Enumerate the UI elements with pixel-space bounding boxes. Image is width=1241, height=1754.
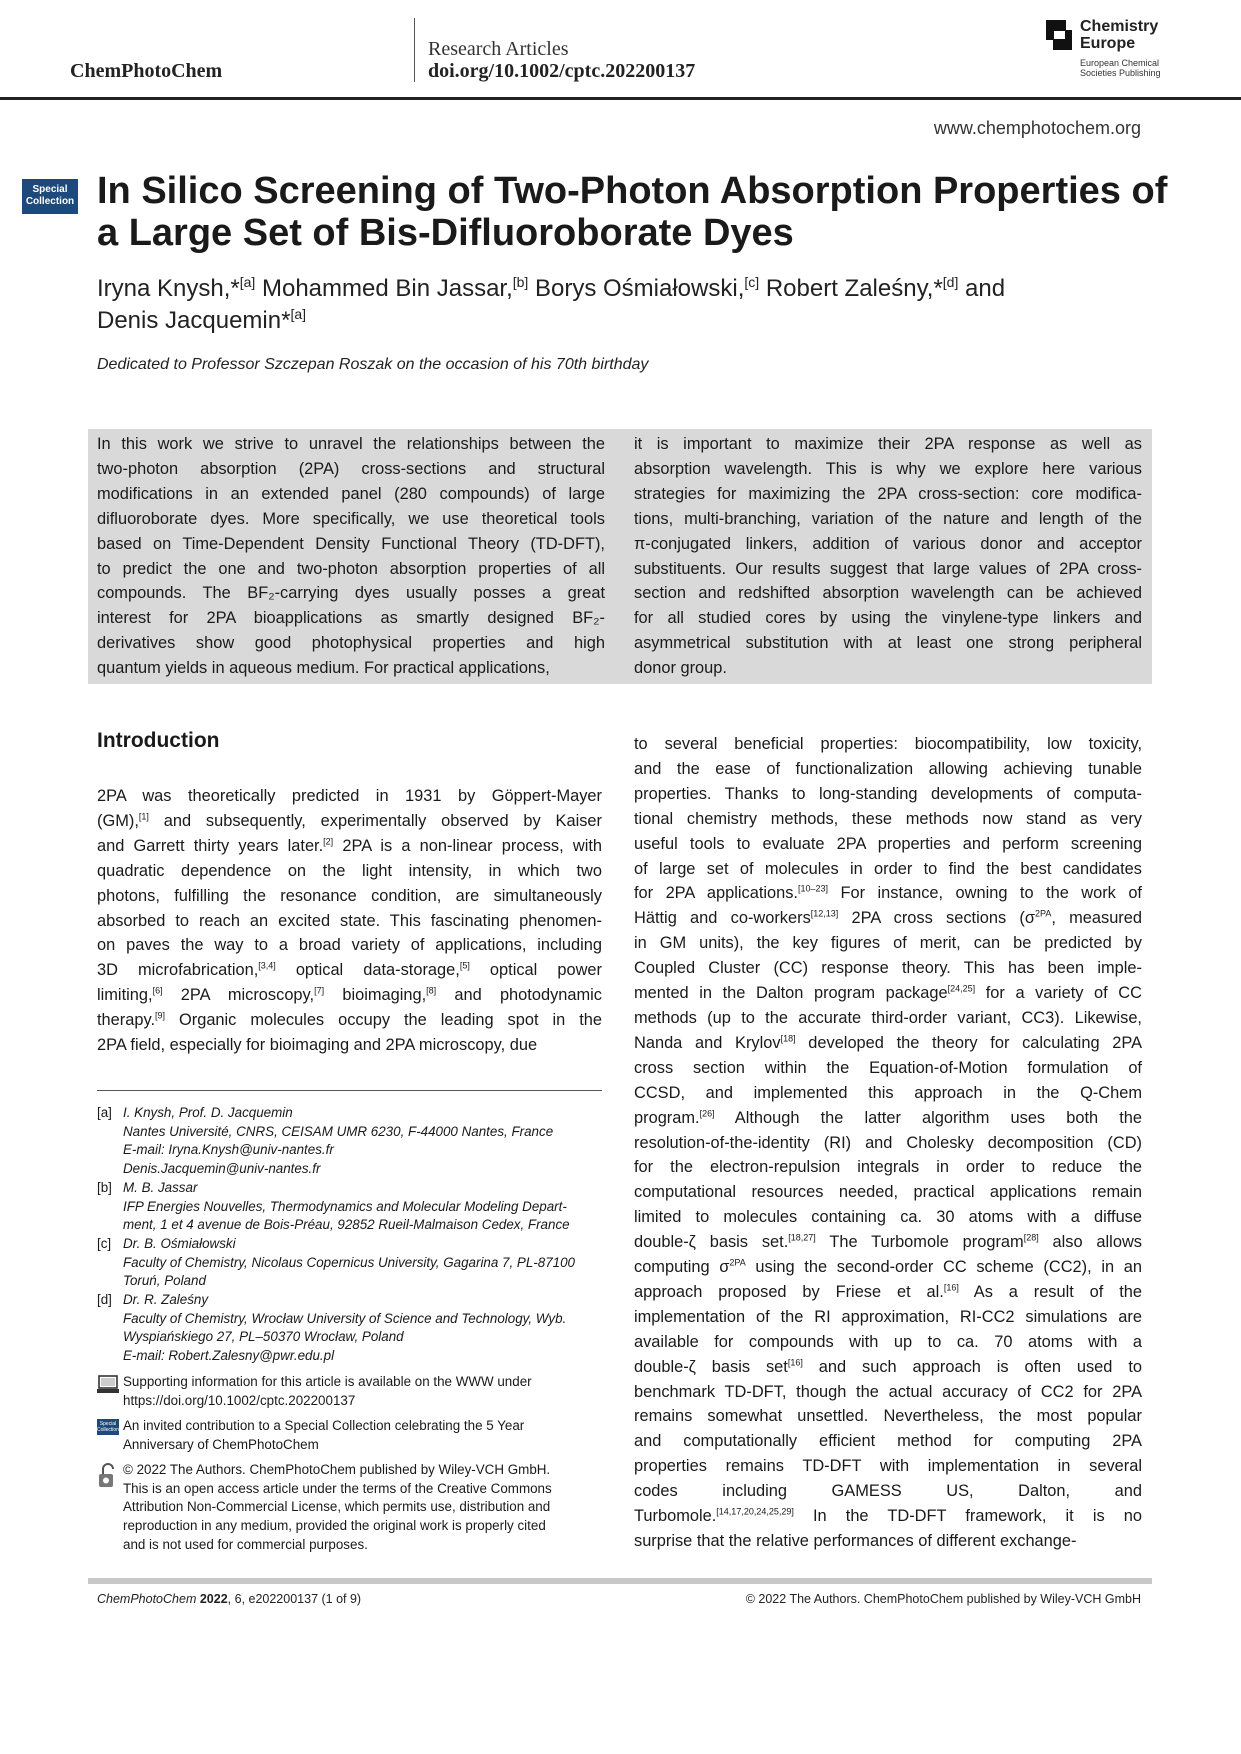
footer-year: 2022	[199, 1592, 228, 1606]
affiliation-line: Wyspiańskiego 27, PL–50370 Wrocław, Poland	[123, 1329, 404, 1345]
body-line: mented in the Dalton program package[24,25] for a variety of CC	[634, 983, 1142, 1003]
badge-text: Collection	[25, 196, 75, 207]
affiliation-entry	[97, 1179, 602, 1235]
license-line: Attribution Non-Commercial License, which permits use, distribution and	[123, 1499, 551, 1515]
body-line: limiting,[6] 2PA microscopy,[7] bioimaging,[8] and photodynamic	[97, 985, 602, 1005]
affiliation-entry	[97, 1291, 602, 1366]
affiliation-line: M. B. Jassar	[123, 1179, 198, 1195]
license-line: © 2022 The Authors. ChemPhotoChem published by Wiley-VCH GmbH.	[123, 1462, 551, 1477]
body-line: and computationally efficient method for computing 2PA	[634, 1432, 1142, 1451]
affiliation-line[interactable]: Denis.Jacquemin@univ-nantes.fr	[123, 1161, 321, 1177]
abstract-column-left	[97, 432, 605, 681]
badge-text: Special	[32, 184, 68, 195]
body-line: remains somewhat unsettled. Nevertheless, the most popular	[634, 1407, 1142, 1426]
body-line: benchmark TD-DFT, though the actual accuracy of CC2 for 2PA	[634, 1382, 1142, 1401]
affiliation-line: ment, 1 et 4 avenue de Bois-Préau, 92852 Rueil-Malmaison Cedex, France	[123, 1217, 570, 1233]
affiliation-line: Faculty of Chemistry, Nicolaus Copernicus University, Gagarina 7, PL-87100	[123, 1254, 575, 1270]
body-line: codes including GAMESS US, Dalton, and	[634, 1482, 1142, 1501]
body-line: photons, fulfilling the resonance condition, are simultaneously	[97, 886, 602, 905]
footnote-rule	[97, 1090, 602, 1091]
supporting-info-link[interactable]: https://doi.org/10.1002/cptc.202200137	[123, 1392, 356, 1408]
body-line: on paves the way to a broad variety of applications, including	[97, 936, 602, 955]
affiliation-line: Toruń, Poland	[123, 1273, 206, 1289]
affiliation-line: Faculty of Chemistry, Wrocław University of Science and Technology, Wyb.	[123, 1310, 567, 1326]
body-line: in GM units), the key figures of merit, can be predicted by	[634, 934, 1142, 953]
affiliation-mark[interactable]: [a]	[239, 274, 256, 290]
abstract-column-right	[634, 432, 1142, 681]
chemistry-europe-logo-icon	[1046, 20, 1072, 50]
body-line: double-ζ basis set.[18,27] The Turbomole program[28] also allows	[634, 1232, 1142, 1252]
journal-website[interactable]: www.chemphotochem.org	[933, 118, 1141, 138]
license-line: and is not used for commercial purposes.	[123, 1536, 368, 1552]
body-line: methods (up to the accurate third-order variant, CC3). Likewise,	[634, 1008, 1142, 1027]
body-line: useful tools to evaluate 2PA properties and perform screening	[634, 834, 1142, 853]
affiliation-key: [d]	[97, 1292, 112, 1308]
body-line: therapy.[9] Organic molecules occupy the leading spot in the	[97, 1010, 602, 1030]
title-line: In Silico Screening of Two-Photon Absorption Properties of	[97, 170, 1168, 212]
section-label: Research Articles	[428, 38, 569, 60]
body-line: computational resources needed, practical applications remain	[634, 1183, 1142, 1202]
body-line: properties remains TD-DFT with implementation in several	[634, 1457, 1142, 1476]
article-title	[97, 170, 1177, 254]
special-collection-badge[interactable]	[22, 179, 78, 214]
footer-citation	[97, 1592, 361, 1606]
computer-icon	[97, 1375, 119, 1395]
body-line: (GM),[1] and subsequently, experimentally observed by Kaiser	[97, 811, 602, 830]
body-line: computing $\sigma^{2PA}$ using the second-order CC scheme (CC2), in an	[634, 1257, 1142, 1277]
affiliation-line: Dr. B. Ośmiałowski	[123, 1235, 236, 1251]
article-doi[interactable]: doi.org/10.1002/cptc.202200137	[428, 60, 696, 82]
abstract-line: donor group.	[634, 659, 727, 678]
body-line: 3D microfabrication,[3,4] optical data-storage,[5] optical power	[97, 960, 602, 980]
body-line: limited to molecules containing ca. 30 atoms with a diffuse	[634, 1208, 1142, 1227]
body-line: for the electron-repulsion integrals in order to reduce the	[634, 1158, 1142, 1177]
affiliation-entry	[97, 1235, 602, 1291]
body-line: Hättig and co-workers[12,13] 2PA cross sections ($\sigma^{2PA}$, measured	[634, 908, 1142, 928]
affiliation-key: [c]	[97, 1235, 112, 1251]
body-line: resolution-of-the-identity (RI) and Cholesky decomposition (CD)	[634, 1133, 1142, 1152]
body-line: quadratic dependence on the light intensity, in which two	[97, 861, 602, 880]
abstract-line: quantum yields in aqueous medium. For practical applications,	[97, 659, 550, 678]
author-name: Iryna Knysh,*	[97, 275, 240, 302]
body-line: to several beneficial properties: biocompatibility, low toxicity,	[634, 735, 1142, 753]
body-line: tional chemistry methods, these methods now stand as very	[634, 809, 1142, 828]
abstract-line: to predict the one and two-photon absorption properties of all	[97, 559, 605, 578]
license-line: reproduction in any medium, provided the original work is properly cited	[123, 1518, 546, 1534]
logo-subtext: European Chemical	[1080, 58, 1160, 68]
author-name: Robert Zaleśny,*	[759, 275, 943, 302]
abstract-line: tions, multi-branching, variation of the nature and length of the	[634, 509, 1142, 528]
body-line: Nanda and Krylov[18] developed the theory for calculating 2PA	[634, 1033, 1142, 1052]
abstract-line: modifications in an extended panel (280 compounds) of large	[97, 484, 605, 503]
logo-subtext: Societies Publishing	[1080, 68, 1161, 78]
note-line: An invited contribution to a Special Collection celebrating the 5 Year	[123, 1418, 525, 1433]
affiliation-mark[interactable]: [a]	[290, 306, 307, 322]
footer-volume-pages: , 6, e202200137 (1 of 9)	[227, 1592, 362, 1606]
body-line: for 2PA applications.[10–23] For instance, owning to the work of	[634, 883, 1142, 903]
affiliation-mark[interactable]: [c]	[744, 274, 760, 290]
logo-text: Chemistry	[1080, 18, 1159, 35]
body-line: surprise that the relative performances of different exchange-	[634, 1532, 1077, 1550]
affiliation-line[interactable]: E-mail: Robert.Zalesny@pwr.edu.pl	[123, 1348, 335, 1364]
author-conjunction: and	[958, 275, 1006, 302]
abstract-line: for all studied cores by using the vinylene-type linkers and	[634, 609, 1142, 628]
body-line: and the ease of functionalization allowing achieving tunable	[634, 759, 1142, 778]
author-list	[97, 273, 1097, 337]
special-collection-icon	[97, 1419, 119, 1435]
affiliation-key: [a]	[97, 1105, 112, 1120]
abstract-line: In this work we strive to unravel the relationships between the	[97, 435, 605, 453]
affiliation-line: Nantes Université, CNRS, CEISAM UMR 6230, F-44000 Nantes, France	[123, 1123, 554, 1139]
abstract-line: substituents. Our results suggest that large values of 2PA cross-	[634, 559, 1142, 578]
abstract-line: compounds. The BF₂-carrying dyes usually posses a great	[97, 584, 605, 603]
body-column-right	[634, 732, 1142, 1554]
abstract-line: two-photon absorption (2PA) cross-sections and structural	[97, 459, 605, 478]
abstract-line: absorption wavelength. This is why we explore here various	[634, 459, 1142, 478]
affiliation-line: Dr. R. Zaleśny	[123, 1292, 209, 1308]
affiliation-mark[interactable]: [d]	[942, 274, 959, 290]
license-line: This is an open access article under the terms of the Creative Commons	[123, 1480, 552, 1496]
body-line: properties. Thanks to long-standing developments of computa-	[634, 784, 1142, 803]
affiliations	[97, 1104, 602, 1366]
publisher-logo[interactable]	[1046, 18, 1176, 82]
body-column-left	[97, 784, 602, 1058]
body-line: of large set of molecules in order to find the best candidates	[634, 859, 1142, 878]
abstract-line: derivatives show good photophysical properties and high	[97, 634, 605, 653]
affiliation-line: I. Knysh, Prof. D. Jacquemin	[123, 1105, 293, 1120]
body-line: Turbomole.[14,17,20,24,25,29] In the TD-DFT framework, it is no	[634, 1506, 1142, 1526]
affiliation-entry	[97, 1104, 602, 1179]
badge-text: Special	[99, 1421, 117, 1427]
abstract-line: based on Time-Dependent Density Functional Theory (TD-DFT),	[97, 534, 605, 553]
header-divider	[414, 18, 415, 82]
note-line: Supporting information for this article is available on the WWW under	[123, 1374, 532, 1389]
body-line: available for compounds with up to ca. 70 atoms with a	[634, 1332, 1142, 1351]
abstract-line: interest for 2PA bioapplications as smartly designed BF₂-	[97, 609, 605, 628]
abstract-line: section and redshifted absorption wavelength can be achieved	[634, 584, 1142, 603]
abstract-line: asymmetrical substitution with at least one strong peripheral	[634, 634, 1142, 653]
body-line: 2PA field, especially for bioimaging and 2PA microscopy, due	[97, 1036, 538, 1055]
abstract-line: difluoroborate dyes. More specifically, we use theoretical tools	[97, 509, 605, 528]
title-line: a Large Set of Bis-Difluoroborate Dyes	[97, 212, 794, 254]
abstract-line: π-conjugated linkers, addition of various donor and acceptor	[634, 534, 1142, 553]
dedication: Dedicated to Professor Szczepan Roszak on the occasion of his 70th birthday	[97, 356, 649, 373]
body-line: cross section within the Equation-of-Motion formulation of	[634, 1058, 1142, 1077]
body-line: and Garrett thirty years later.[2] 2PA is a non-linear process, with	[97, 836, 603, 855]
open-access-icon	[97, 1463, 117, 1489]
section-heading: Introduction	[97, 729, 220, 752]
affiliation-line[interactable]: E-mail: Iryna.Knysh@univ-nantes.fr	[123, 1142, 334, 1158]
footer-journal: ChemPhotoChem	[97, 1592, 197, 1606]
journal-name: ChemPhotoChem	[70, 60, 223, 82]
body-line: program.[26] Although the latter algorithm uses both the	[634, 1108, 1142, 1127]
body-line: Coupled Cluster (CC) response theory. This has been imple-	[634, 959, 1142, 978]
author-name: Mohammed Bin Jassar,	[255, 275, 513, 302]
body-line: CCSD, and implemented this approach in the Q-Chem	[634, 1083, 1142, 1102]
affiliation-key: [b]	[97, 1179, 112, 1195]
abstract-line: strategies for maximizing the 2PA cross-section: core modifica-	[634, 484, 1142, 503]
author-name: Borys Ośmiałowski,	[528, 275, 745, 302]
footer-copyright: © 2022 The Authors. ChemPhotoChem published by Wiley-VCH GmbH	[745, 1592, 1141, 1606]
body-line: 2PA was theoretically predicted in 1931 by Göppert-Mayer	[97, 787, 602, 805]
logo-text: Europe	[1080, 35, 1136, 52]
affiliation-line: IFP Energies Nouvelles, Thermodynamics and Molecular Modeling Depart-	[123, 1198, 567, 1214]
abstract-line: it is important to maximize their 2PA response as well as	[634, 435, 1142, 453]
body-line: implementation of the RI approximation, RI-CC2 simulations are	[634, 1307, 1142, 1326]
author-name: Denis Jacquemin*	[97, 307, 291, 334]
body-line: approach proposed by Friese et al.[16] As a result of the	[634, 1282, 1142, 1301]
body-line: double-ζ basis set[16] and such approach is often used to	[634, 1357, 1142, 1376]
body-line: absorbed to reach an excited state. This fascinating phenomen-	[97, 911, 602, 930]
note-line: Anniversary of ChemPhotoChem	[123, 1436, 319, 1452]
header-rule	[0, 97, 1241, 100]
footer-rule	[88, 1578, 1152, 1584]
badge-text: Collection	[97, 1427, 119, 1433]
affiliation-mark[interactable]: [b]	[512, 274, 529, 290]
